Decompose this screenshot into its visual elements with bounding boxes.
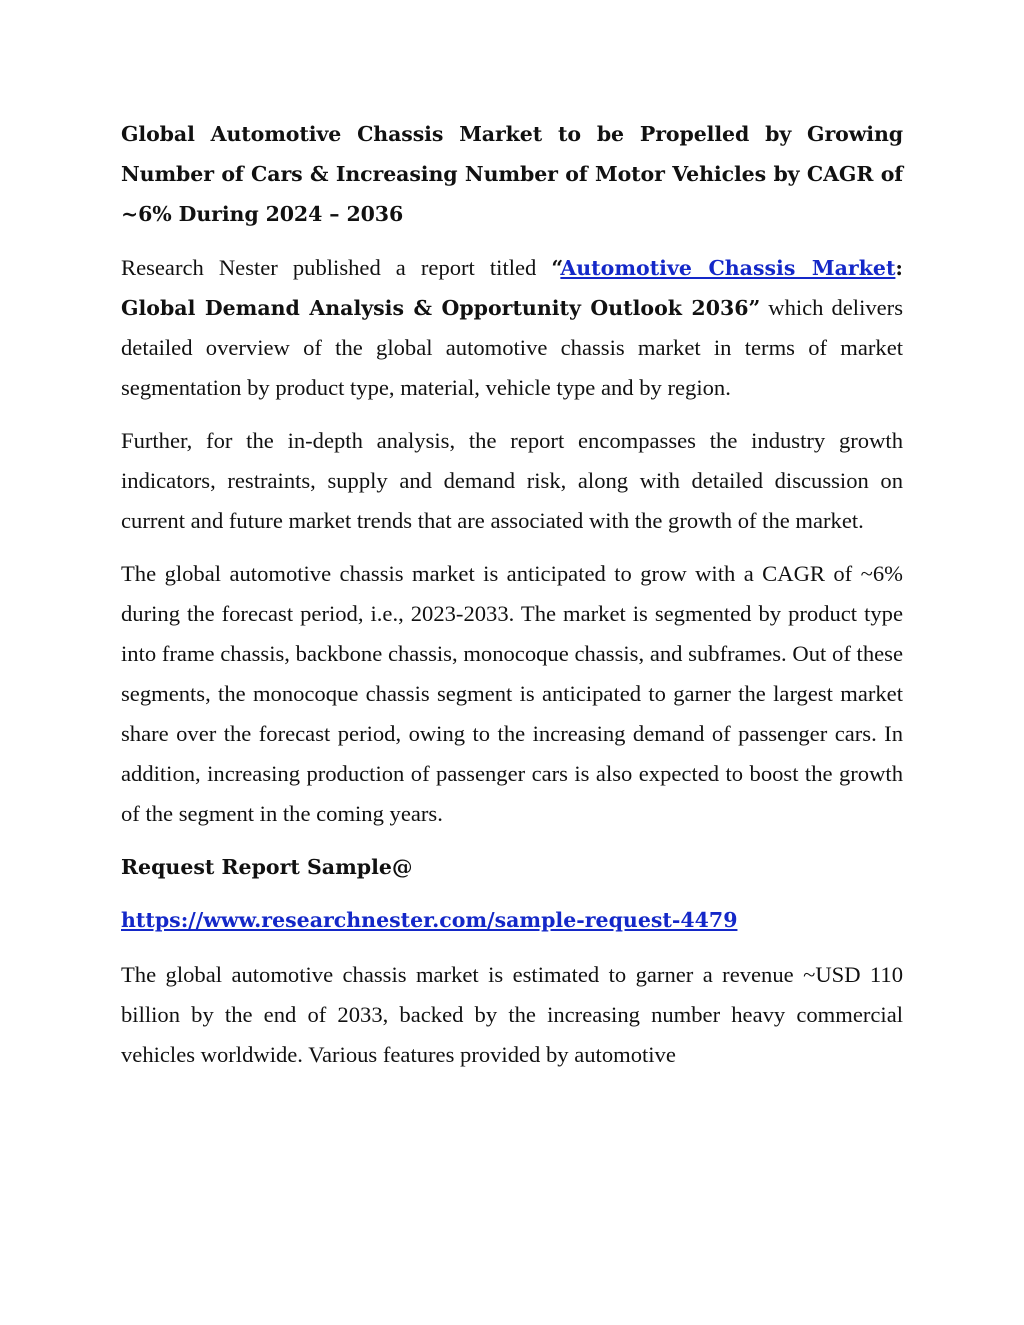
- request-sample-heading: Request Report Sample@: [121, 855, 413, 879]
- report-title-link[interactable]: Automotive Chassis Market: [560, 256, 896, 280]
- intro-open-quote: “: [551, 256, 561, 280]
- sample-request-link[interactable]: https://www.researchnester.com/sample-request-4479: [121, 908, 738, 932]
- report-title-rest: : Global Demand Analysis & Opportunity Outlook 2036”: [121, 256, 903, 320]
- sample-url-line: [121, 900, 903, 942]
- cagr-paragraph: The global automotive chassis market is anticipated to grow with a CAGR of ~6% during the forecast period, i.e., 2023-2033. The market is segmented by product type into frame chassis, backbone chassis, monocoque chassis, and subframes. Out of these segments, the monocoque chassis segment is anticipated to garner the largest market share over the forecast period, owing to the increasing demand of passenger cars. In addition, increasing production of passenger cars is also expected to boost the growth of the segment in the coming years.: [121, 561, 903, 826]
- intro-prefix: Research Nester published a report titled: [121, 255, 552, 280]
- analysis-paragraph: Further, for the in-depth analysis, the report encompasses the industry growth indicators, restraints, supply and demand risk, along with detailed discussion on current and future market trends that are associated with the growth of the market.: [121, 428, 903, 533]
- document-title: Global Automotive Chassis Market to be Propelled by Growing Number of Cars & Increasing Number of Motor Vehicles by CAGR of ~6% During 2024 – 2036: [121, 122, 903, 226]
- revenue-paragraph: The global automotive chassis market is estimated to garner a revenue ~USD 110 billion by the end of 2033, backed by the increasing number heavy commercial vehicles worldwide. Various features provided by automotive: [121, 962, 903, 1067]
- intro-suffix: which delivers detailed overview of the global automotive chassis market in terms of market segmentation by product type, material, vehicle type and by region.: [121, 295, 903, 400]
- document-page: [121, 114, 903, 1088]
- intro-paragraph: [121, 248, 903, 408]
